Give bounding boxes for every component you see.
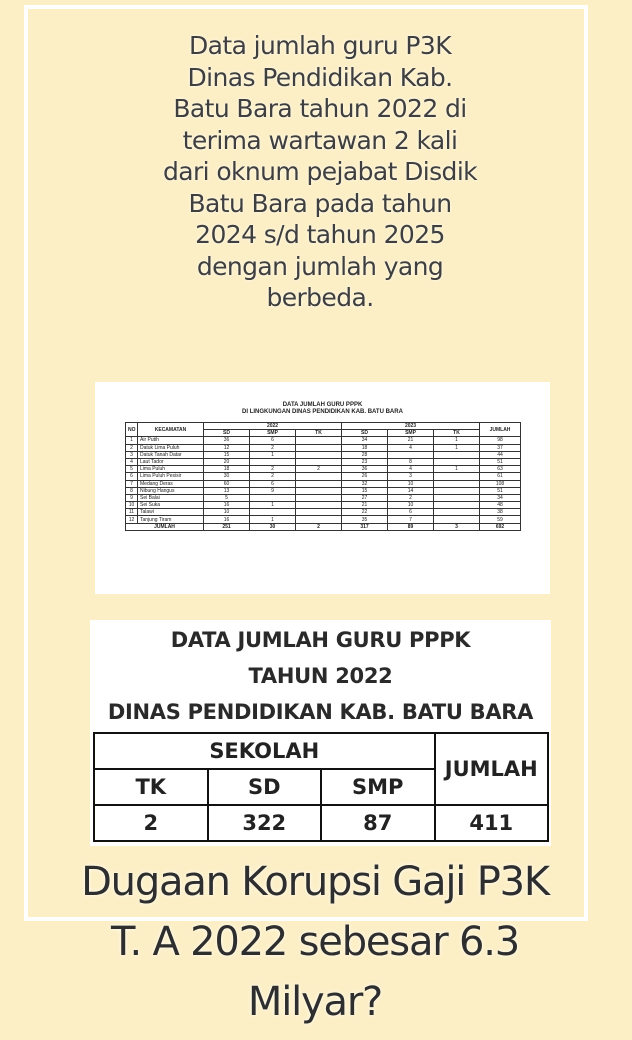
- table-cell: 61: [480, 473, 521, 480]
- col-kecamatan: KECAMATAN: [138, 423, 204, 437]
- total-cell: 251: [204, 523, 250, 530]
- table-cell: 4: [388, 444, 434, 451]
- intro-line: Batu Bara tahun 2022 di: [173, 94, 467, 123]
- table-cell: [434, 516, 480, 523]
- table-cell: 15: [204, 451, 250, 458]
- table-cell: Nibung Hangus: [138, 487, 204, 494]
- headline-line: Milyar?: [247, 979, 383, 1025]
- table-cell: Tanjung Tiram: [138, 516, 204, 523]
- col-2023: 2023: [342, 423, 480, 430]
- total-cell: 30: [250, 523, 296, 530]
- total-cell: 89: [388, 523, 434, 530]
- table-cell: 1: [434, 444, 480, 451]
- table-cell: [434, 458, 480, 465]
- summary-card: [90, 620, 551, 846]
- detail-table: [125, 422, 521, 531]
- table-cell: 3: [388, 473, 434, 480]
- table-row: [126, 466, 521, 473]
- total-cell: 3: [434, 523, 480, 530]
- table-cell: Sei Suka: [138, 502, 204, 509]
- table-cell: 9: [250, 487, 296, 494]
- tk-header: TK: [94, 769, 208, 805]
- table-cell: [296, 451, 342, 458]
- table-row: [126, 473, 521, 480]
- table-cell: [296, 437, 342, 444]
- table-cell: 23: [342, 458, 388, 465]
- table-cell: [434, 509, 480, 516]
- table-cell: 1: [434, 466, 480, 473]
- table-cell: 36: [342, 466, 388, 473]
- table-cell: 60: [204, 480, 250, 487]
- sekolah-header: SEKOLAH: [94, 733, 435, 769]
- table-cell: 37: [480, 444, 521, 451]
- table-cell: 2: [296, 466, 342, 473]
- table-cell: [250, 509, 296, 516]
- table-cell: 108: [480, 480, 521, 487]
- summary-title: DATA JUMLAH GURU PPPK: [170, 628, 471, 652]
- table-cell: 34: [480, 494, 521, 501]
- table-cell: Lima Puluh: [138, 466, 204, 473]
- table-row: [126, 458, 521, 465]
- total-cell: 317: [342, 523, 388, 530]
- detail-table-subtitle: DI LINGKUNGAN DINAS PENDIDIKAN KAB. BATU BARA: [242, 409, 403, 415]
- col-tk: TK: [434, 430, 480, 437]
- table-row: [126, 487, 521, 494]
- table-row: [126, 509, 521, 516]
- table-cell: 51: [480, 487, 521, 494]
- table-cell: 11: [126, 509, 138, 516]
- table-cell: 10: [388, 502, 434, 509]
- jumlah-value: 411: [435, 805, 549, 841]
- table-cell: 38: [480, 509, 521, 516]
- table-cell: [296, 516, 342, 523]
- table-cell: 2: [388, 494, 434, 501]
- tk-value: 2: [94, 805, 208, 841]
- table-cell: 14: [388, 487, 434, 494]
- table-cell: 1: [126, 437, 138, 444]
- table-cell: [434, 480, 480, 487]
- table-cell: 20: [204, 458, 250, 465]
- intro-line: Dinas Pendidikan Kab.: [187, 62, 453, 92]
- detail-table-card: [95, 382, 550, 594]
- table-cell: 36: [204, 437, 250, 444]
- intro-text: [150, 30, 490, 314]
- summary-agency: DINAS PENDIDIKAN KAB. BATU BARA: [107, 700, 534, 724]
- table-cell: [434, 473, 480, 480]
- table-cell: 27: [342, 494, 388, 501]
- table-cell: Datuk Lima Puluh: [138, 444, 204, 451]
- table-cell: [434, 487, 480, 494]
- table-cell: [434, 502, 480, 509]
- smp-value: 87: [321, 805, 435, 841]
- table-cell: [296, 480, 342, 487]
- sd-value: 322: [208, 805, 322, 841]
- table-cell: 3: [126, 451, 138, 458]
- table-cell: 18: [204, 466, 250, 473]
- table-cell: 4: [388, 466, 434, 473]
- intro-line: dari oknum pejabat Disdik: [162, 157, 478, 186]
- table-cell: 6: [250, 480, 296, 487]
- table-cell: [250, 494, 296, 501]
- detail-table-title: DATA JUMLAH GURU PPPK: [282, 402, 363, 408]
- col-2022: 2022: [204, 423, 342, 430]
- total-cell: 2: [296, 523, 342, 530]
- table-cell: Sei Balai: [138, 494, 204, 501]
- col-tk: TK: [296, 430, 342, 437]
- intro-line: 2024 s/d tahun 2025: [195, 220, 445, 249]
- table-cell: 1: [250, 451, 296, 458]
- table-cell: 6: [126, 473, 138, 480]
- table-cell: 15: [342, 487, 388, 494]
- table-cell: 9: [126, 494, 138, 501]
- table-cell: 21: [388, 437, 434, 444]
- intro-line: dengan jumlah yang: [196, 251, 444, 281]
- col-smp: SMP: [388, 430, 434, 437]
- table-cell: 28: [342, 451, 388, 458]
- table-cell: 10: [388, 480, 434, 487]
- detail-table-body: [126, 437, 521, 530]
- table-cell: 13: [204, 487, 250, 494]
- table-row: [126, 437, 521, 444]
- col-sd: SD: [342, 430, 388, 437]
- table-cell: 1: [250, 516, 296, 523]
- table-cell: 44: [480, 451, 521, 458]
- table-cell: 16: [204, 502, 250, 509]
- table-cell: 6: [250, 437, 296, 444]
- table-cell: 8: [126, 487, 138, 494]
- table-cell: [250, 458, 296, 465]
- table-cell: 59: [480, 516, 521, 523]
- table-row: [126, 480, 521, 487]
- table-cell: 12: [204, 444, 250, 451]
- total-cell: JUMLAH: [126, 523, 204, 530]
- table-cell: Air Putih: [138, 437, 204, 444]
- table-row: [126, 444, 521, 451]
- col-smp: SMP: [250, 430, 296, 437]
- table-cell: [296, 458, 342, 465]
- table-cell: 2: [250, 444, 296, 451]
- table-cell: [296, 494, 342, 501]
- table-cell: [296, 473, 342, 480]
- table-cell: 51: [480, 458, 521, 465]
- table-cell: 8: [388, 458, 434, 465]
- table-cell: 10: [204, 509, 250, 516]
- table-cell: 63: [480, 466, 521, 473]
- table-cell: 22: [342, 509, 388, 516]
- summary-table: [93, 732, 549, 842]
- intro-line: berbeda.: [266, 283, 374, 312]
- table-cell: 30: [204, 473, 250, 480]
- table-cell: [296, 487, 342, 494]
- intro-line: terima wartawan 2 kali: [182, 125, 458, 155]
- table-cell: [434, 451, 480, 458]
- table-row: [126, 451, 521, 458]
- table-cell: 7: [126, 480, 138, 487]
- table-cell: 34: [342, 437, 388, 444]
- table-cell: 32: [342, 480, 388, 487]
- table-cell: 2: [250, 473, 296, 480]
- table-cell: Datuk Tanah Datar: [138, 451, 204, 458]
- sd-header: SD: [208, 769, 322, 805]
- table-cell: 12: [126, 516, 138, 523]
- table-cell: Talawi: [138, 509, 204, 516]
- table-cell: [434, 494, 480, 501]
- col-no: NO: [126, 423, 138, 437]
- table-row: [126, 516, 521, 523]
- table-row: [126, 494, 521, 501]
- table-cell: 21: [342, 502, 388, 509]
- intro-line: Data jumlah guru P3K: [189, 31, 451, 60]
- smp-header: SMP: [321, 769, 435, 805]
- table-cell: [296, 444, 342, 451]
- total-row: [126, 523, 521, 530]
- table-cell: 98: [480, 437, 521, 444]
- table-cell: 4: [126, 458, 138, 465]
- table-row: [126, 502, 521, 509]
- table-cell: Laut Tador: [138, 458, 204, 465]
- table-cell: Lima Puluh Pesisir: [138, 473, 204, 480]
- table-cell: 6: [388, 509, 434, 516]
- table-cell: [296, 502, 342, 509]
- table-cell: 26: [342, 473, 388, 480]
- table-cell: 18: [342, 444, 388, 451]
- headline: [40, 852, 590, 1032]
- table-cell: 1: [434, 437, 480, 444]
- table-cell: 35: [342, 516, 388, 523]
- table-cell: 10: [126, 502, 138, 509]
- headline-line: Dugaan Korupsi Gaji P3K: [81, 859, 549, 905]
- table-cell: 48: [480, 502, 521, 509]
- table-cell: [296, 509, 342, 516]
- headline-line: T. A 2022 sebesar 6.3: [110, 919, 520, 965]
- summary-year: TAHUN 2022: [248, 664, 393, 688]
- total-cell: 692: [480, 523, 521, 530]
- table-cell: [388, 451, 434, 458]
- col-sd: SD: [204, 430, 250, 437]
- table-cell: Medang Deras: [138, 480, 204, 487]
- table-cell: 7: [388, 516, 434, 523]
- table-cell: 2: [250, 466, 296, 473]
- table-cell: 16: [204, 516, 250, 523]
- table-cell: 5: [126, 466, 138, 473]
- table-cell: 5: [204, 494, 250, 501]
- table-cell: 2: [126, 444, 138, 451]
- col-jumlah: JUMLAH: [480, 423, 521, 437]
- table-cell: 1: [250, 502, 296, 509]
- jumlah-header: JUMLAH: [435, 733, 549, 805]
- intro-line: Batu Bara pada tahun: [188, 188, 452, 218]
